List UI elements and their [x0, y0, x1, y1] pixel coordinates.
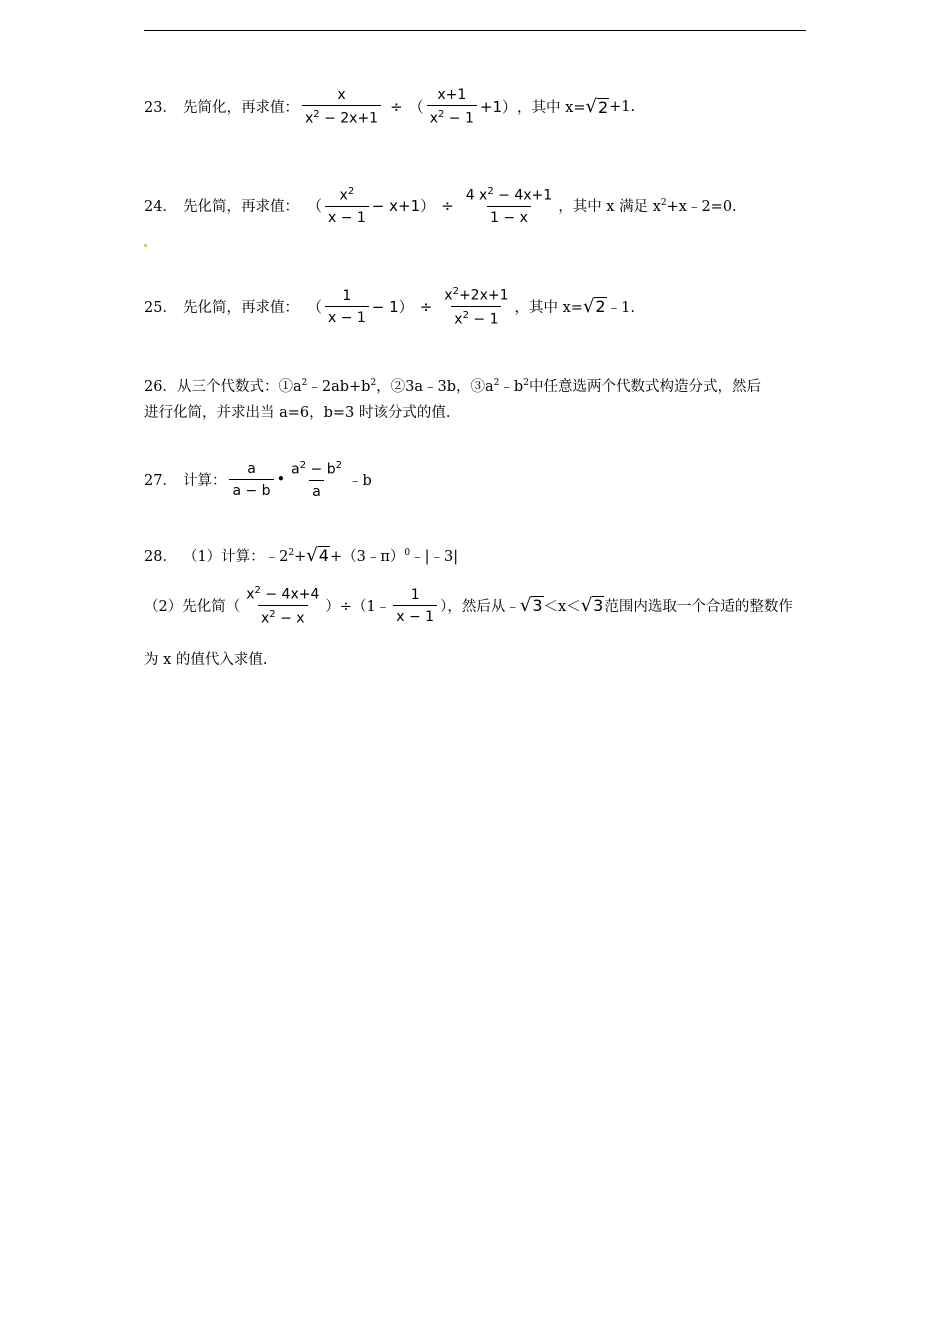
fraction — [325, 288, 369, 326]
divide-symbol: ÷ — [390, 97, 403, 116]
sqrt: √ 2 — [582, 295, 606, 317]
numerator: a — [247, 460, 256, 477]
fraction — [393, 587, 437, 625]
stray-dot — [144, 244, 147, 247]
paren: （ — [306, 298, 322, 317]
condition-text: ，其中 x= — [514, 300, 583, 317]
fraction — [441, 286, 511, 327]
expr-text: − 1） — [371, 298, 414, 317]
part-1-expr: +（3﹣π）$^0$﹣|﹣3| — [329, 548, 459, 565]
sqrt: √ 3 — [580, 594, 604, 616]
question-28-part-1 — [144, 545, 458, 566]
fraction — [325, 186, 369, 226]
paren: （ — [408, 98, 424, 117]
numerator: 1 — [342, 287, 352, 304]
header-rule — [144, 30, 806, 31]
denominator: $x^2 - x$ — [258, 605, 308, 627]
denominator: x − 1 — [393, 605, 437, 625]
fraction — [427, 87, 477, 127]
paren: （ — [306, 197, 322, 216]
numerator: $x^2+2x+1$ — [444, 286, 509, 304]
denominator: $x^2 - 1$ — [451, 306, 501, 328]
numerator: 1 — [410, 586, 420, 603]
condition-text: ，其中 x= — [517, 100, 586, 117]
divide-symbol: ÷ — [441, 196, 454, 215]
question-number: 23． — [144, 100, 177, 117]
question-number: 28． — [144, 549, 177, 565]
numerator: 4 $x^2 - 4x+1$ — [465, 186, 553, 204]
question-number: 27． — [144, 473, 177, 490]
denominator: x − 1 — [325, 206, 369, 226]
sqrt: √ 3 — [519, 594, 543, 616]
condition-tail: +1. — [609, 98, 636, 115]
question-25 — [144, 286, 635, 327]
question-27 — [144, 460, 372, 500]
denominator: $x^2 - 2x+1$ — [302, 105, 381, 127]
part-1-lead: （1）计算：$﹣2^2+$ — [182, 548, 307, 565]
part-2-tail: 范围内选取一个合适的整数作 — [604, 599, 793, 616]
expr-tail: ﹣b — [348, 473, 372, 490]
instruction: 先化简，再求值： — [182, 199, 299, 216]
sqrt: √ 2 — [585, 96, 609, 118]
question-26-line-2: 进行化简，并求出当 a=6，b=3 时该分式的值. — [144, 404, 451, 421]
numerator: $x^2 - 4x+4$ — [246, 585, 320, 603]
fraction — [288, 460, 345, 500]
numerator: x+1 — [437, 87, 467, 103]
numerator: $a^2 - b^2$ — [291, 460, 342, 478]
expr-text: +1） — [479, 98, 518, 117]
denominator: $x^2 - 1$ — [427, 105, 477, 127]
fraction — [463, 186, 556, 226]
condition-text: ，其中 x 满足 $x^2+x﹣2=0$. — [558, 198, 737, 216]
fraction — [243, 585, 322, 626]
question-28-part-2 — [144, 585, 793, 626]
denominator: a — [309, 480, 324, 500]
fraction — [229, 461, 273, 499]
divide-symbol: ÷ — [419, 297, 433, 316]
part-2-lead: （2）先化简（ — [144, 599, 241, 616]
question-26-line-1: 26．从三个代数式：$①a^2﹣2ab+b^2$，②3a﹣3b，$③a^2﹣b^2$中任意选两个代数式构造分式，然后 — [144, 378, 761, 395]
inequality-text: ＜x＜ — [543, 599, 581, 616]
condition-tail: ﹣1. — [606, 300, 635, 317]
instruction: 计算： — [182, 473, 227, 490]
question-23 — [144, 87, 635, 127]
question-24 — [144, 186, 737, 226]
question-28-part-2-line-2: 为 x 的值代入求值. — [144, 652, 268, 668]
numerator: $x^2$ — [339, 186, 355, 204]
instruction: 先简化，再求值： — [182, 100, 299, 117]
denominator: 1 − x — [487, 206, 531, 226]
part-2-mid: ）÷（1﹣ — [325, 599, 391, 616]
numerator: x — [337, 87, 346, 103]
instruction: 先化简，再求值： — [182, 300, 299, 317]
multiply-dot: • — [276, 471, 286, 488]
denominator: a − b — [229, 479, 273, 499]
expr-text: − x+1） — [371, 197, 436, 216]
question-number: 24． — [144, 199, 177, 216]
sqrt: √ 4 — [306, 544, 329, 566]
question-26 — [144, 370, 806, 426]
part-2-after: ），然后从﹣ — [440, 599, 520, 616]
denominator: x − 1 — [325, 306, 369, 326]
question-number: 25． — [144, 300, 177, 317]
fraction — [302, 87, 381, 127]
